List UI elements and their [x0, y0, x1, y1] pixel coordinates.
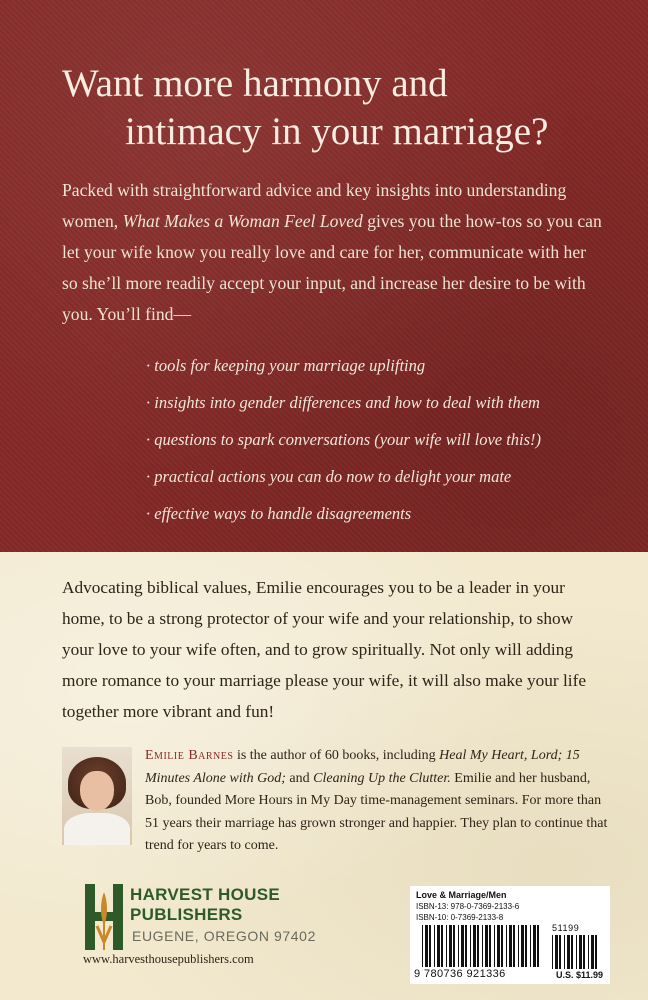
author-shoulders: [64, 813, 130, 845]
barcode-bar: [477, 925, 479, 967]
barcode-bar: [555, 935, 558, 969]
list-item: · effective ways to handle disagreements: [146, 504, 412, 523]
barcode-bar: [576, 935, 577, 969]
intro-text-1: Packed with straightforward advice and key insights into understanding women,: [62, 180, 567, 231]
list-item: · practical actions you can do now to delight your mate: [146, 467, 512, 486]
author-photo: [62, 747, 132, 845]
barcode-bar: [437, 925, 440, 967]
headline-line-1: Want more harmony and: [62, 62, 448, 105]
benefit-list: [146, 347, 541, 532]
author-bio: [145, 745, 615, 858]
barcode-bar: [485, 925, 488, 967]
intro-paragraph: [62, 175, 602, 330]
isbn-10: ISBN-10: 0-7369-2133-8: [416, 913, 504, 922]
barcode-bar: [461, 925, 464, 967]
barcode-bar: [552, 935, 553, 969]
barcode-bar: [518, 925, 519, 967]
barcode-bar: [458, 925, 459, 967]
barcode-bar: [537, 925, 539, 967]
bio-text-3: Emilie and her husband, Bob, founded More Hours in My Day time-management seminars. For more than 51 years their marriage has grown stronger and happier. They plan to continue that trend for years to come.: [145, 770, 608, 854]
list-item: · tools for keeping your marriage uplifting: [146, 356, 426, 375]
barcode-bar: [559, 935, 561, 969]
barcode-bar: [564, 935, 565, 969]
barcode-bar: [497, 925, 500, 967]
barcode-bar: [583, 935, 585, 969]
summary-paragraph: Advocating biblical values, Emilie encourages you to be a leader in your home, to be a strong protector of your wife and your relationship, to show your love to your wife often, and to grow spiritually. Not only will adding more romance to your marriage please your wife, it will also make your life together more vibrant and fun!: [62, 578, 587, 721]
barcode-bar: [473, 925, 476, 967]
barcode-bar: [525, 925, 527, 967]
headline-line-2: intimacy in your marriage?: [125, 110, 549, 153]
publisher-line-2: PUBLISHERS: [130, 905, 243, 924]
barcode-bar: [453, 925, 455, 967]
barcode-bar: [429, 925, 431, 967]
barcode-bar: [449, 925, 452, 967]
barcode-bar: [588, 935, 589, 969]
publisher-city: EUGENE, OREGON 97402: [132, 928, 316, 944]
intro-text-2: gives you the how-tos so you can let your wife know you really love and care for her, communicate with her so she’ll more readily accept your input, and increase her desire to be with you. You’ll find—: [62, 211, 602, 324]
barcode-bar: [533, 925, 536, 967]
price: U.S. $11.99: [556, 970, 604, 980]
bio-text-2: and: [285, 770, 314, 786]
barcode-bar: [434, 925, 435, 967]
bio-book-2: 15 Minutes Alone with God;: [145, 748, 580, 786]
bio-book-1: Heal My Heart, Lord;: [439, 748, 563, 763]
barcode-bar: [441, 925, 443, 967]
barcode-bar: [425, 925, 428, 967]
author-name: Emilie Barnes: [145, 748, 234, 763]
bio-text-1: is the author of 60 books, including: [233, 748, 440, 763]
barcode-bar: [494, 925, 495, 967]
publisher-line-1: HARVEST HOUSE: [130, 885, 281, 904]
publisher-website: www.harvesthousepublishers.com: [83, 952, 254, 966]
barcode-bar: [530, 925, 531, 967]
publisher-name: [130, 885, 280, 925]
bottom-cream-panel: [0, 552, 648, 1000]
bio-book-3: Cleaning Up the Clutter.: [313, 770, 451, 786]
barcode-bar: [422, 925, 423, 967]
book-category: Love & Marriage/Men: [416, 890, 507, 900]
barcode-box: [410, 886, 610, 984]
barcode-bar: [470, 925, 471, 967]
barcode-addon-digits: 51199: [552, 923, 580, 933]
list-item: · questions to spark conversations (your wife will love this!): [146, 430, 542, 449]
barcode-bar: [579, 935, 582, 969]
barcode-digits: 9 780736 921336: [414, 968, 506, 980]
harvest-house-logo-icon: [83, 882, 131, 954]
barcode-bar: [465, 925, 467, 967]
barcode-bar: [571, 935, 573, 969]
barcode-bar: [567, 935, 570, 969]
barcode-bar: [446, 925, 447, 967]
barcode-bar: [595, 935, 597, 969]
barcode-bar: [506, 925, 507, 967]
barcode-bar: [509, 925, 512, 967]
barcode-bar: [501, 925, 503, 967]
barcode-bar: [521, 925, 524, 967]
list-item: · insights into gender differences and how to deal with them: [146, 393, 540, 412]
barcode-bar: [482, 925, 483, 967]
book-title: What Makes a Woman Feel Loved: [122, 211, 363, 231]
barcode-bar: [513, 925, 515, 967]
barcode-bar: [591, 935, 594, 969]
author-face: [80, 771, 114, 811]
isbn-13: ISBN-13: 978-0-7369-2133-6: [416, 902, 520, 911]
barcode-bar: [489, 925, 491, 967]
